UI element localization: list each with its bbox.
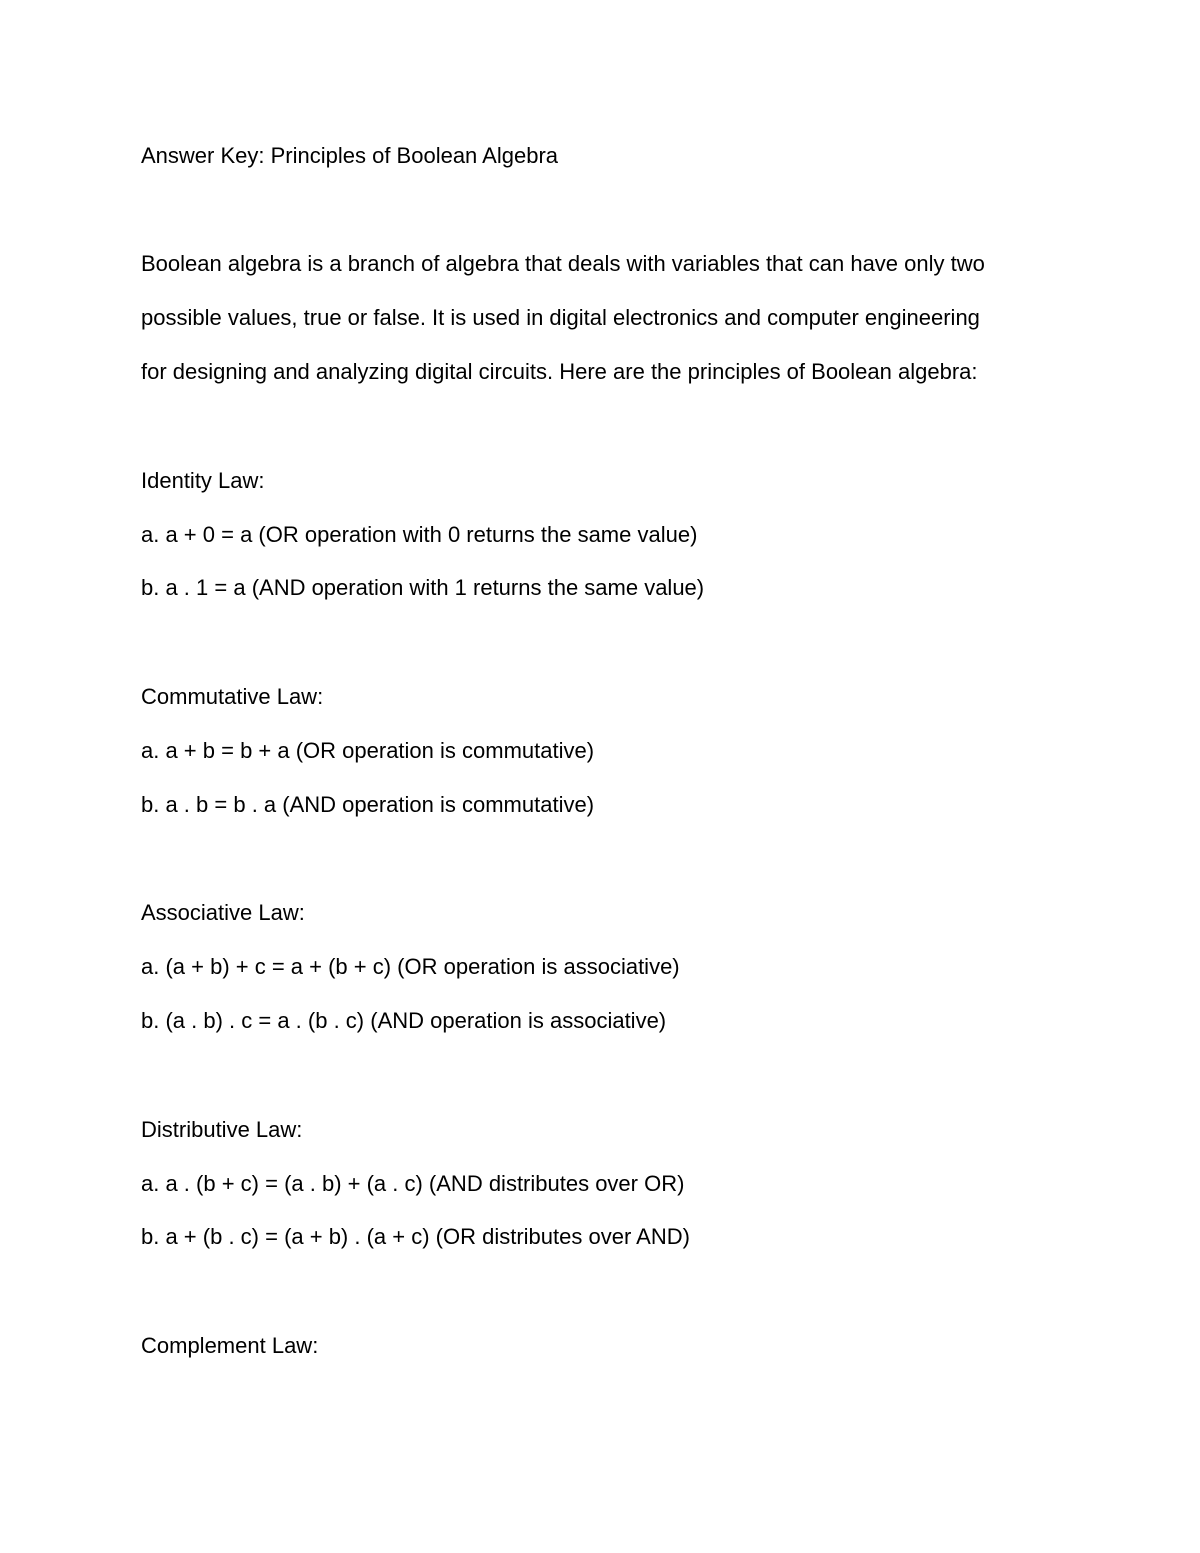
associative-item-a: a. (a + b) + c = a + (b + c) (OR operation is associative)	[141, 954, 680, 979]
distributive-item-a: a. a . (b + c) = (a . b) + (a . c) (AND distributes over OR)	[141, 1171, 685, 1196]
associative-item-b: b. (a . b) . c = a . (b . c) (AND operation is associative)	[141, 1008, 667, 1033]
commutative-item-b: b. a . b = b . a (AND operation is commutative)	[141, 792, 595, 817]
section-heading-complement: Complement Law:	[141, 1333, 319, 1358]
intro-line-1: Boolean algebra is a branch of algebra that deals with variables that can have only two	[141, 251, 985, 276]
identity-item-b: b. a . 1 = a (AND operation with 1 returns the same value)	[141, 575, 705, 600]
commutative-item-a: a. a + b = b + a (OR operation is commutative)	[141, 738, 595, 763]
section-heading-distributive: Distributive Law:	[141, 1117, 303, 1142]
section-heading-identity: Identity Law:	[141, 468, 265, 493]
distributive-item-b: b. a + (b . c) = (a + b) . (a + c) (OR distributes over AND)	[141, 1224, 690, 1249]
section-heading-associative: Associative Law:	[141, 900, 305, 925]
intro-line-2: possible values, true or false. It is used in digital electronics and computer engineering	[141, 305, 980, 330]
identity-item-a: a. a + 0 = a (OR operation with 0 returns the same value)	[141, 522, 698, 547]
section-heading-commutative: Commutative Law:	[141, 684, 324, 709]
intro-line-3: for designing and analyzing digital circuits. Here are the principles of Boolean algebra:	[141, 359, 978, 384]
page-title: Answer Key: Principles of Boolean Algebra	[141, 143, 559, 168]
